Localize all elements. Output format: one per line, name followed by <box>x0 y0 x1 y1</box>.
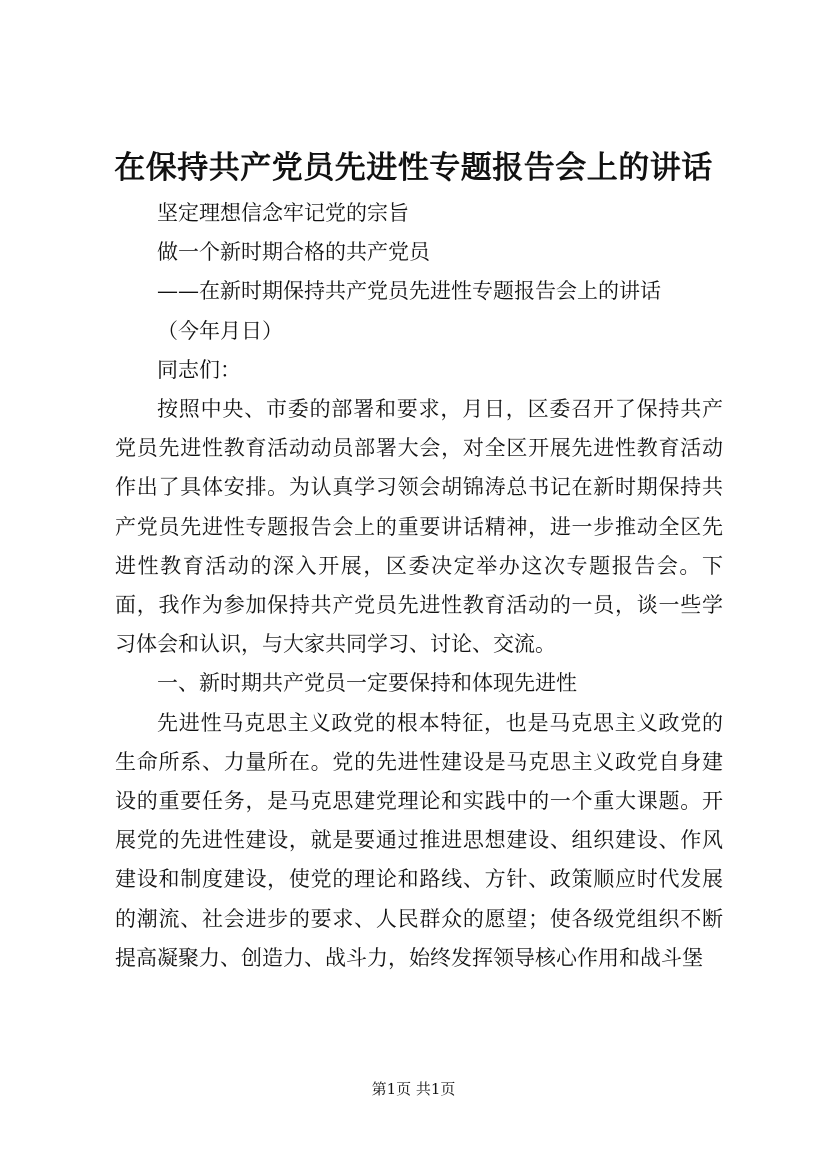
page-footer: 第1页 共1页 <box>371 1080 456 1098</box>
date-line: （今年月日） <box>157 318 283 343</box>
document-title: 在保持共产党员先进性专题报告会上的讲话 <box>114 150 713 186</box>
subtitle-line-3: ——在新时期保持共产党员先进性专题报告会上的讲话 <box>157 279 661 304</box>
body-paragraph-2: 先进性马克思主义政党的根本特征，也是马克思主义政党的生命所系、力量所在。党的先进性建设是马克思主义政党自身建设的重要任务，是马克思建党理论和实践中的一个重大课题。开展党的先进性建设，就是要通过推进思想建设、组织建设、作风建设和制度建设，使党的理论和路线、方针、政策顺应时代发展的潮流、社会进步的要求、人民群众的愿望；使各级党组织不断提高凝聚力、创造力、战斗力，始终发挥领导核心作用和战斗堡 <box>115 710 723 970</box>
body-paragraph-1: 按照中央、市委的部署和要求，月日，区委召开了保持共产党员先进性教育活动动员部署大会，对全区开展先进性教育活动作出了具体安排。为认真学习领会胡锦涛总书记在新时期保持共产党员先进性专题报告会上的重要讲话精神，进一步推动全区先进性教育活动的深入开展，区委决定举办这次专题报告会。下面，我作为参加保持共产党员先进性教育活动的一员，谈一些学习体会和认识，与大家共同学习、讨论、交流。 <box>115 397 723 657</box>
subtitle-line-1: 坚定理想信念牢记党的宗旨 <box>157 201 409 225</box>
subtitle-line-2: 做一个新时期合格的共产党员 <box>157 240 430 265</box>
section-heading-1: 一、新时期共产党员一定要保持和体现先进性 <box>157 671 577 696</box>
document-body <box>115 194 723 978</box>
salutation: 同志们： <box>157 357 241 382</box>
